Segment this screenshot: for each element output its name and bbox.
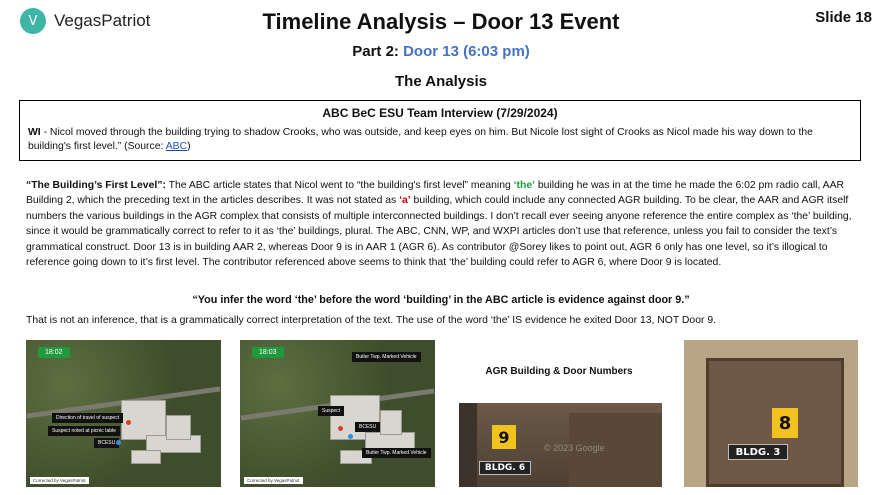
marker-icon [126,420,131,425]
aerial-image-1802 [26,340,221,487]
google-watermark: © 2023 Google [544,443,605,453]
interview-box-text [28,126,852,154]
building-sign: BLDG. 6 [479,461,531,475]
contributor-quote: “You infer the word ‘the’ before the word ‘building’ in the ABC article is evidence against door 9.” [192,294,690,306]
analysis-part-3: building, which could include any connected AGR building. To be clear, the AAR and AGR itself numbers the various buildings in the AGR complex that consists of multiple interconnected buildings. I don’t recall ever seeing anyone reference the entire complex as ‘the’ building, since it would be grammatically correct to refer to it as ‘the’ buildings, plural. The ABC, CNN, WP, and WXPI articles don’t use that reference, unless you fail to consider the text’s grammatical construct. Door 13 is in building AAR 2, whereas Door 9 is in AAR 1 (AGR 6). As contributor @Sorey likes to point out, AGR 6 only has one level, so it’s illogical to reference going down to it’s first level. The contributor referenced above seems to think that ‘the’ building could refer to AGR 6, where Door 9 is located. [26,195,852,269]
marker-icon [348,434,353,439]
logo-badge-icon: V [20,8,46,34]
image-credit: Corrected by VegasPatriot [30,477,89,484]
aerial-image-1803 [240,340,435,487]
subtitle-highlight: Door 13 (6:03 pm) [403,43,530,60]
interview-quote-end: ) [187,141,191,152]
aerial-label: Butler Twp. Marked Vehicle [362,448,431,458]
closing-statement: That is not an inference, that is a grammatically correct interpretation of the text. The use of the word ‘the’ IS evidence he exited Door 13, NOT Door 9. [26,315,716,326]
timestamp-tag: 18:03 [252,347,284,358]
door-photo-bldg-3 [684,340,858,487]
aerial-label: BCESU [94,438,119,448]
aerial-label: BCESU [355,422,380,432]
analysis-part-1: The ABC article states that Nicol went to “the building's first level” meaning [165,180,514,191]
marker-icon [116,440,121,445]
interview-quote: - Nicol moved through the building trying to shadow Crooks, who was outside, and keep eyes on him. But Nicole lost sight of Crooks as Nicol made his way down to the building's first level.” (Source: [28,127,813,152]
aerial-label: Butler Twp. Marked Vehicle [352,352,421,362]
interview-box-title: ABC BeC ESU Team Interview (7/29/2024) [322,106,558,120]
speaker-initials: WI [28,127,41,138]
aerial-label: Direction of travel of suspect [52,413,123,423]
timestamp-tag: 18:02 [38,347,70,358]
door-number-sign: 8 [772,408,798,438]
building-sign: BLDG. 3 [728,444,788,460]
logo-name: VegasPatriot [54,11,151,30]
image-credit: Corrected by VegasPatriot [244,477,303,484]
marker-icon [338,426,343,431]
interview-box [19,100,861,161]
aerial-label: Suspect [318,406,344,416]
door-number-sign: 9 [492,425,516,449]
analysis-lead: “The Building’s First Level”: [26,180,166,191]
analysis-part-2: building he was in at the time he made the 6:02 pm radio call, AAR Building 2, which the preceding text in the articles describes. It was not stated as [26,180,845,207]
the-word-highlight: ‘the’ [513,180,536,191]
section-heading: The Analysis [395,73,487,90]
page-title: Timeline Analysis – Door 13 Event [262,9,620,34]
source-link[interactable]: ABC [165,141,188,152]
analysis-paragraph [26,178,866,270]
slide-number: Slide 18 [815,9,872,26]
agr-caption: AGR Building & Door Numbers [485,366,633,377]
subtitle [0,43,882,60]
a-word-highlight: ‘a’ [399,195,411,207]
door-photo-bldg-6 [459,403,662,487]
subtitle-prefix: Part 2: [352,43,404,60]
aerial-label: Suspect noted at picnic table [48,426,120,436]
